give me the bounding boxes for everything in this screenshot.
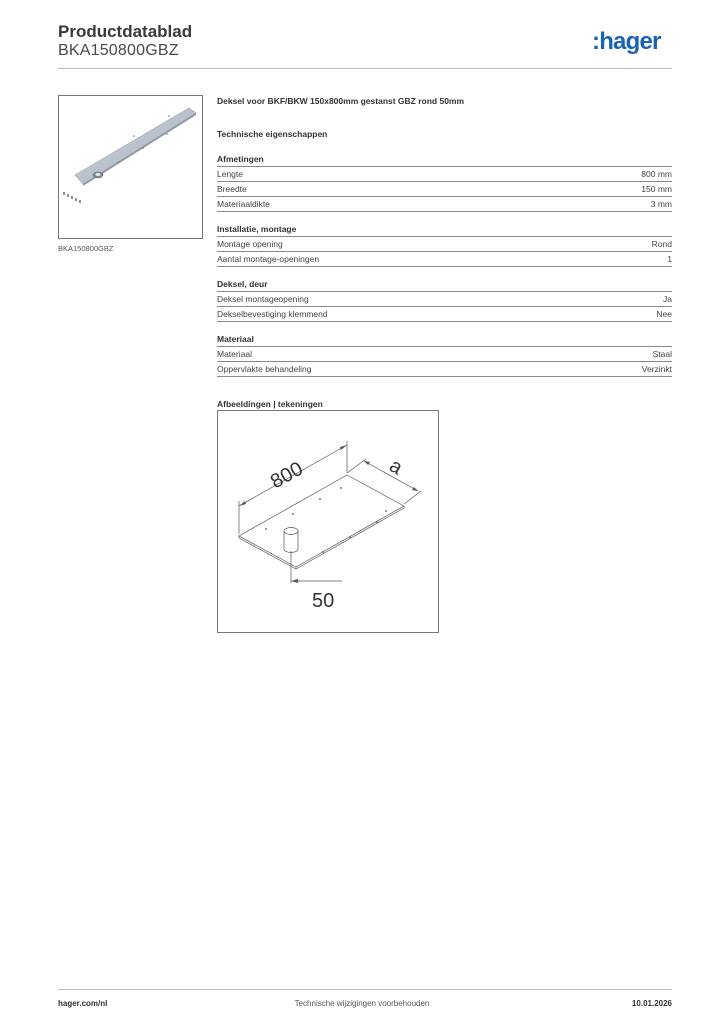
spec-row: [217, 252, 672, 267]
spec-value: Nee: [656, 309, 672, 319]
dimension-length-label: 800: [266, 457, 307, 494]
spec-group-title: Deksel, deur: [217, 278, 672, 292]
dimension-width-label: a: [385, 454, 407, 480]
spec-label: Dekselbevestiging klemmend: [217, 309, 328, 319]
spec-row: [217, 167, 672, 182]
drawings-heading: Afbeeldingen | tekeningen: [217, 399, 323, 409]
hager-logo-text: :hager: [592, 28, 661, 55]
spec-label: Deksel montageopening: [217, 294, 309, 304]
spec-row: [217, 182, 672, 197]
technical-properties-heading: Technische eigenschappen: [217, 129, 328, 139]
spec-label: Materiaal: [217, 349, 252, 359]
spec-value: 1: [667, 254, 672, 264]
spec-group-dimensions: [217, 153, 672, 212]
spec-row: [217, 362, 672, 377]
footer-date: 10.01.2026: [631, 999, 672, 1008]
spec-group-title: Afmetingen: [217, 153, 672, 167]
product-image-caption: BKA150800GBZ: [58, 244, 114, 253]
spec-value: 800 mm: [641, 169, 672, 179]
footer-website-link[interactable]: hager.com/nl: [58, 999, 108, 1008]
header-divider: [58, 68, 672, 69]
spec-group-cover: [217, 278, 672, 322]
spec-row: [217, 347, 672, 362]
hager-logo: [592, 28, 674, 58]
spec-value: 3 mm: [650, 199, 672, 209]
spec-label: Aantal montage-openingen: [217, 254, 320, 264]
page-title: Productdatablad: [58, 22, 193, 41]
technical-drawing: [217, 410, 439, 633]
spec-value: Staal: [652, 349, 672, 359]
spec-label: Oppervlakte behandeling: [217, 364, 312, 374]
spec-row: [217, 197, 672, 212]
spec-row: [217, 292, 672, 307]
spec-row: [217, 307, 672, 322]
product-details: [217, 95, 672, 410]
spec-label: Breedte: [217, 184, 247, 194]
spec-group-title: Materiaal: [217, 333, 672, 347]
spec-label: Montage opening: [217, 239, 283, 249]
article-number: BKA150800GBZ: [58, 42, 179, 59]
spec-label: Materiaaldikte: [217, 199, 270, 209]
product-image: [58, 95, 203, 239]
product-description: Deksel voor BKF/BKW 150x800mm gestanst GBZ rond 50mm: [217, 96, 465, 106]
spec-group-material: [217, 333, 672, 377]
spec-group-installation: [217, 223, 672, 267]
spec-value: Verzinkt: [641, 364, 672, 374]
spec-value: Ja: [663, 294, 672, 304]
spec-row: [217, 237, 672, 252]
spec-value: Rond: [651, 239, 672, 249]
spec-group-title: Installatie, montage: [217, 223, 672, 237]
spec-value: 150 mm: [641, 184, 672, 194]
dimension-hole-label: 50: [312, 590, 335, 612]
footer-notice: Technische wijzigingen voorbehouden: [294, 999, 430, 1008]
spec-label: Lengte: [217, 169, 243, 179]
footer-divider: [58, 989, 672, 990]
